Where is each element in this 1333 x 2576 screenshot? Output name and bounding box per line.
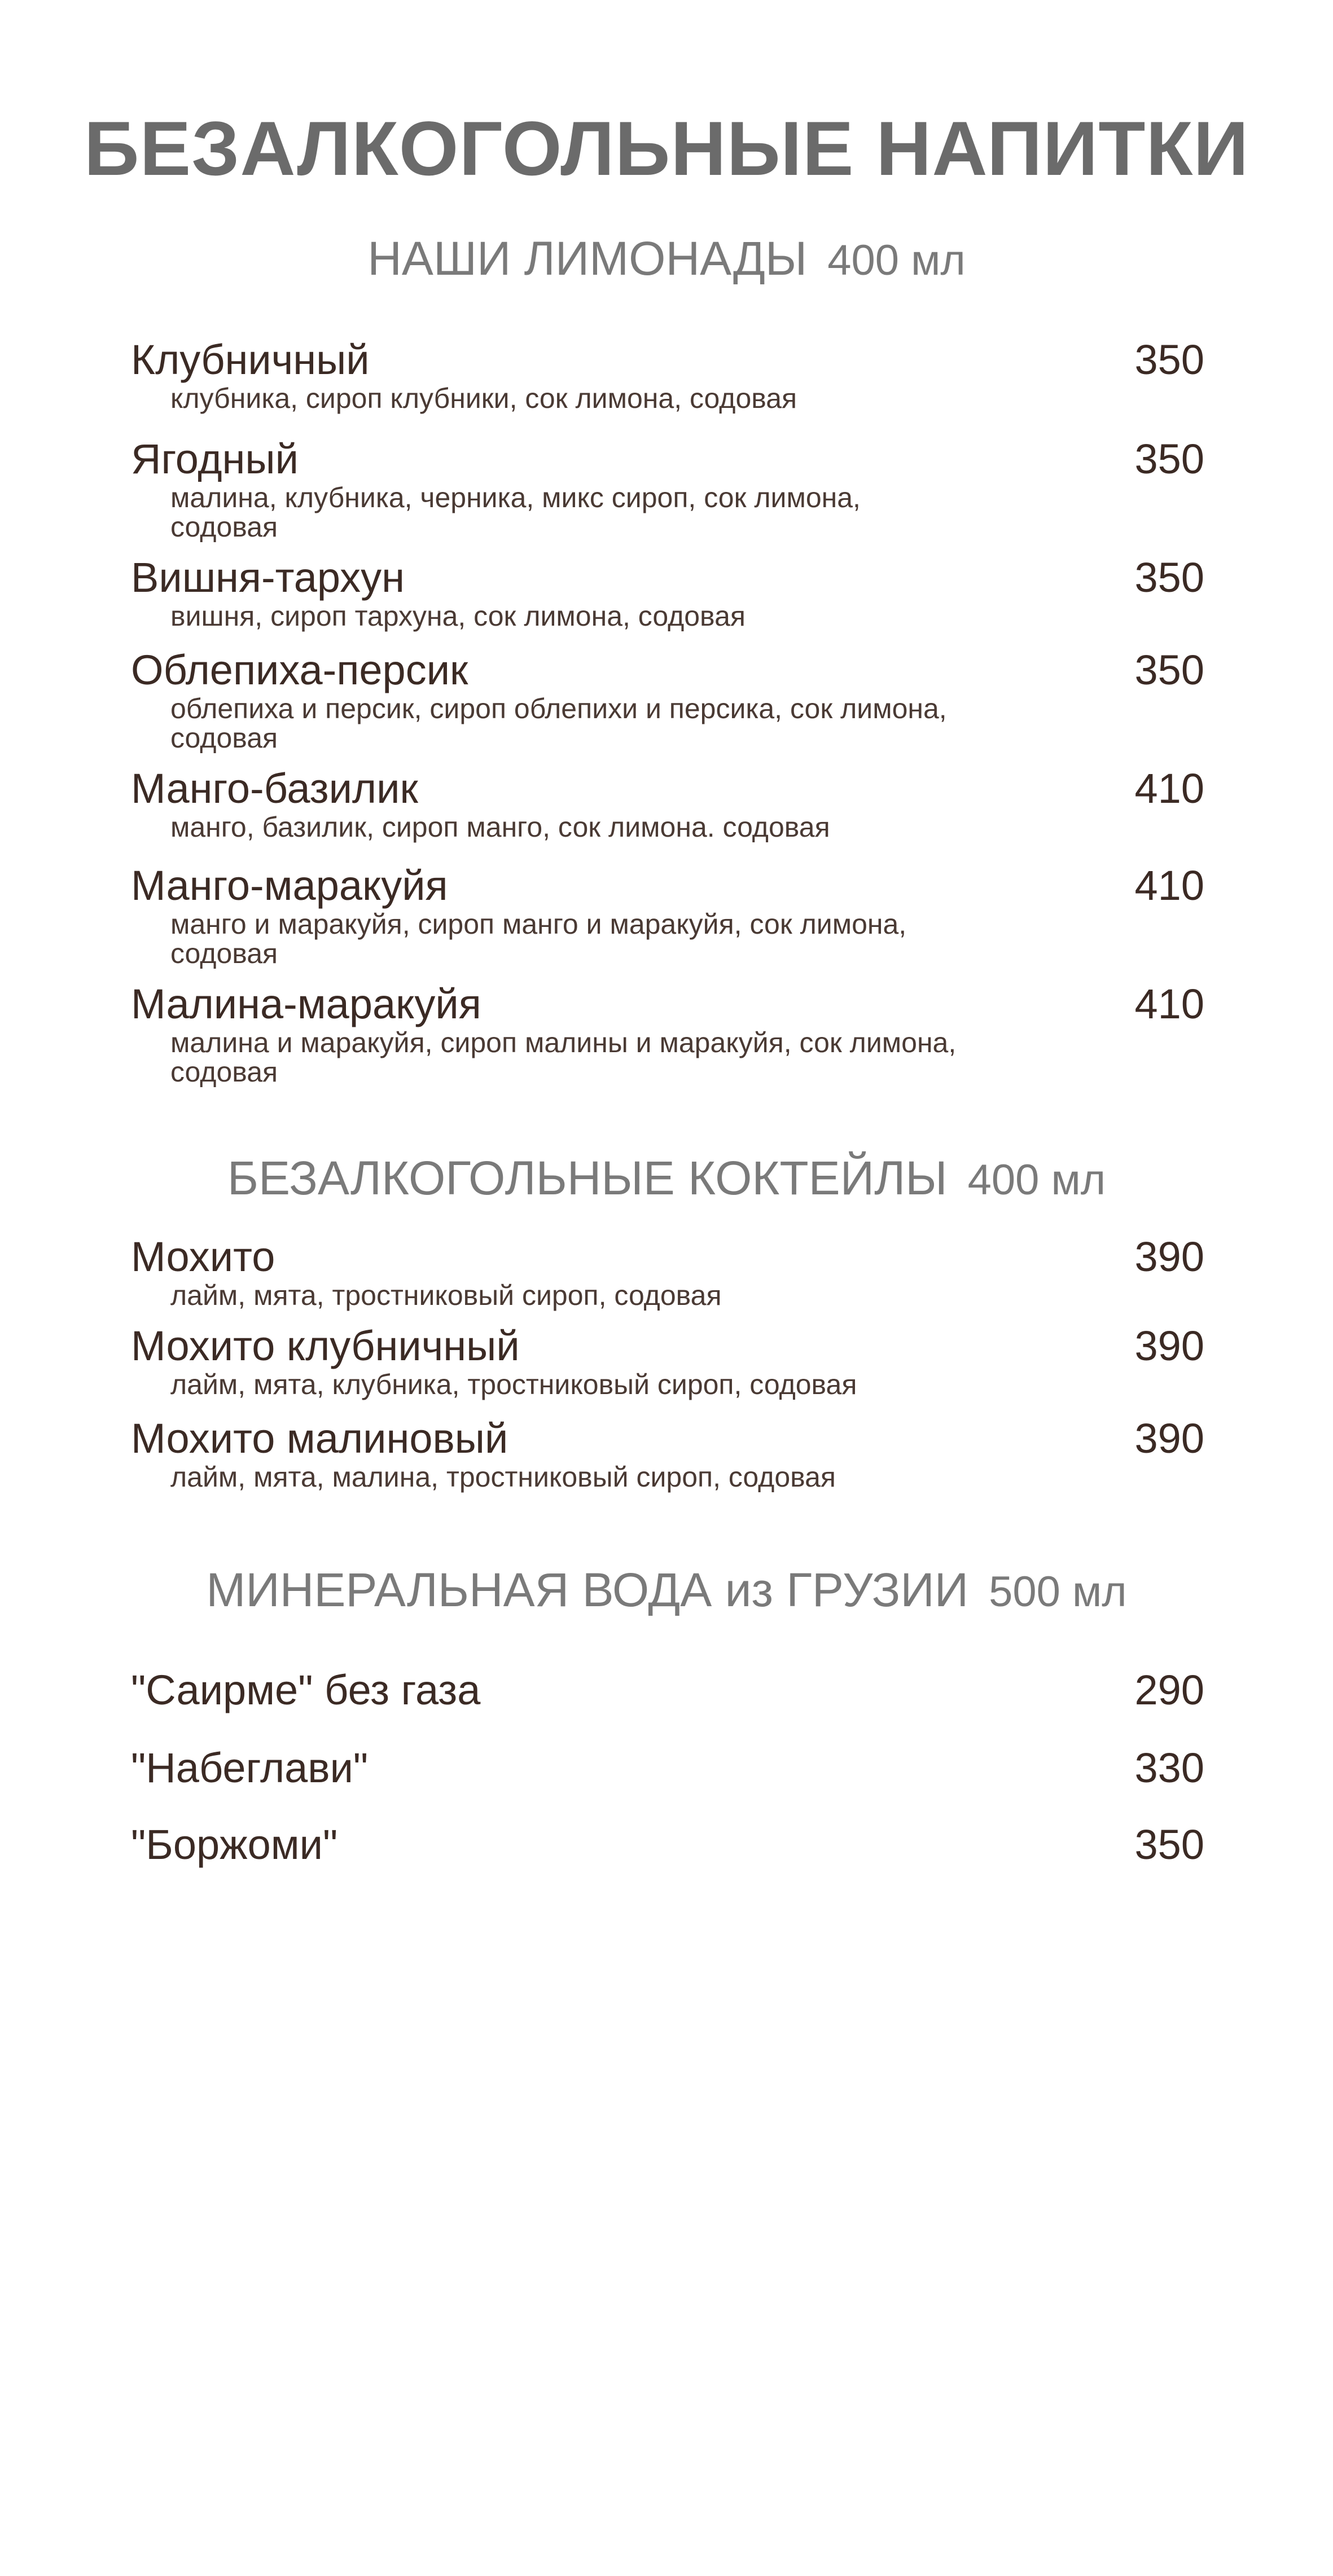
item-description: вишня, сироп тархуна, сок лимона, содовая <box>170 600 746 632</box>
item-name: Ягодный <box>131 436 299 482</box>
item-name: Мохито клубничный <box>131 1322 520 1369</box>
menu-item <box>131 551 1204 631</box>
section-name: НАШИ ЛИМОНАДЫ <box>367 232 808 285</box>
item-description: облепиха и персик, сироп облепихи и персика, сок лимона, содовая <box>170 693 947 754</box>
item-price: 330 <box>1134 1744 1204 1791</box>
item-price: 410 <box>1134 862 1204 909</box>
item-price: 390 <box>1134 1415 1204 1462</box>
item-name: Клубничный <box>131 336 370 383</box>
item-price: 350 <box>1134 336 1204 383</box>
menu-item <box>131 859 1204 968</box>
item-price: 350 <box>1134 436 1204 482</box>
menu-item <box>131 1663 1204 1717</box>
menu-item <box>131 977 1204 1087</box>
section-volume: 400 мл <box>827 236 966 284</box>
item-price: 390 <box>1134 1322 1204 1369</box>
item-name: Вишня-тархун <box>131 554 405 601</box>
item-description: малина, клубника, черника, микс сироп, сок лимона, содовая <box>170 482 861 543</box>
item-name: "Боржоми" <box>131 1821 338 1868</box>
item-description: клубника, сироп клубники, сок лимона, содовая <box>170 383 797 414</box>
item-description: лайм, мята, клубника, тростниковый сироп, содовая <box>170 1369 857 1400</box>
item-price: 290 <box>1134 1667 1204 1713</box>
item-price: 410 <box>1134 981 1204 1027</box>
item-description: манго и маракуйя, сироп манго и маракуйя, сок лимона, содовая <box>170 908 907 969</box>
menu-item <box>131 1412 1204 1492</box>
section-heading-cocktails <box>0 1151 1333 1206</box>
item-price: 390 <box>1134 1233 1204 1280</box>
item-description: лайм, мята, малина, тростниковый сироп, содовая <box>170 1461 836 1493</box>
menu-item <box>131 432 1204 542</box>
item-name: Манго-базилик <box>131 765 418 812</box>
item-name: "Набеглави" <box>131 1744 369 1791</box>
menu-item <box>131 762 1204 842</box>
menu-item <box>131 1230 1204 1310</box>
menu-item <box>131 643 1204 753</box>
item-price: 350 <box>1134 554 1204 601</box>
item-price: 350 <box>1134 1821 1204 1868</box>
item-name: Манго-маракуйя <box>131 862 448 909</box>
section-name: БЕЗАЛКОГОЛЬНЫЕ КОКТЕЙЛЫ <box>227 1151 948 1205</box>
item-description: манго, базилик, сироп манго, сок лимона. содовая <box>170 811 830 843</box>
section-volume: 500 мл <box>989 1568 1127 1616</box>
item-name: "Саирме" без газа <box>131 1667 481 1713</box>
item-name: Мохито <box>131 1233 275 1280</box>
section-name: МИНЕРАЛЬНАЯ ВОДА из ГРУЗИИ <box>206 1563 969 1616</box>
section-heading-lemonades <box>0 231 1333 286</box>
menu-item <box>131 1319 1204 1399</box>
item-description: малина и маракуйя, сироп малины и маракуйя, сок лимона, содовая <box>170 1027 957 1088</box>
item-name: Малина-маракуйя <box>131 981 481 1027</box>
menu-item <box>131 1741 1204 1795</box>
section-volume: 400 мл <box>967 1156 1106 1204</box>
item-price: 350 <box>1134 647 1204 693</box>
item-description: лайм, мята, тростниковый сироп, содовая <box>170 1280 722 1311</box>
menu-item <box>131 333 1204 413</box>
item-name: Облепиха-персик <box>131 647 468 693</box>
menu-item <box>131 1818 1204 1872</box>
page-title: БЕЗАЛКОГОЛЬНЫЕ НАПИТКИ <box>84 105 1249 191</box>
item-price: 410 <box>1134 765 1204 812</box>
section-heading-mineral-water <box>0 1563 1333 1617</box>
item-name: Мохито малиновый <box>131 1415 508 1462</box>
